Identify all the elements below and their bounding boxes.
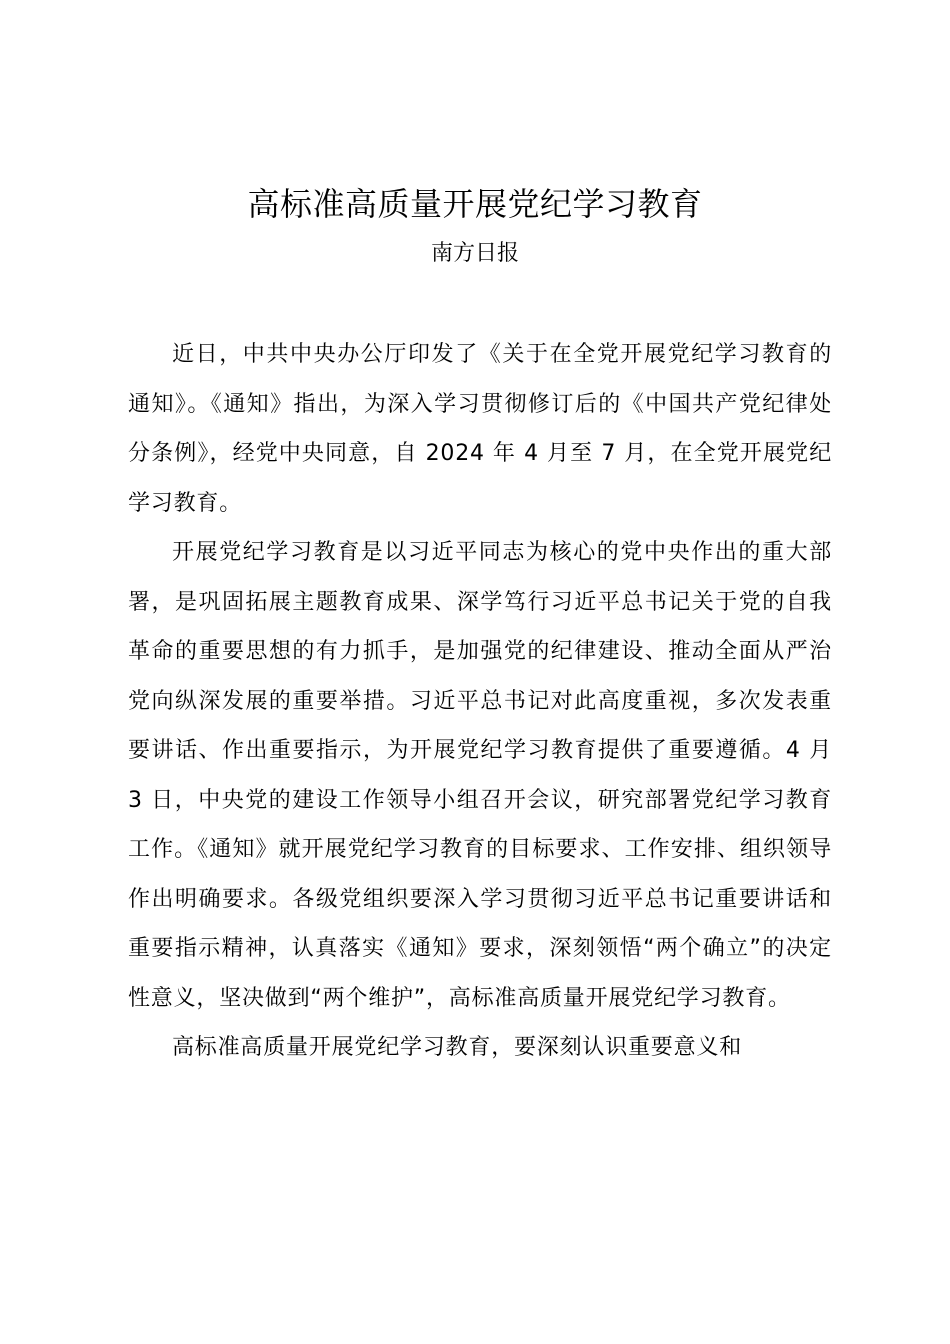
document-source: 南方日报	[430, 241, 519, 266]
document-body	[128, 330, 832, 1073]
paragraph-2: 开展党纪学习教育是以习近平同志为核心的党中央作出的重大部署，是巩固拓展主题教育成果、深学笃行习近平总书记关于党的自我革命的重要思想的有力抓手，是加强党的纪律建设、推动全面从严治党向纵深发展的重要举措。习近平总书记对此高度重视，多次发表重要讲话、作出重要指示，为开展党纪学习教育提供了重要遵循。4 月 3 日，中央党的建设工作领导小组召开会议，研究部署党纪学习教育工作。《通知》就开展党纪学习教育的目标要求、工作安排、组织领导作出明确要求。各级党组织要深入学习贯彻习近平总书记重要讲话和重要指示精神，认真落实《通知》要求，深刻领悟“两个确立”的决定性意义，坚决做到“两个维护”，高标准高质量开展党纪学习教育。	[128, 540, 832, 1011]
document-title: 高标准高质量开展党纪学习教育	[247, 185, 703, 223]
paragraph-3: 高标准高质量开展党纪学习教育，要深刻认识重要意义和	[172, 1035, 743, 1060]
paragraph-1: 近日，中共中央办公厅印发了《关于在全党开展党纪学习教育的通知》。《通知》指出，为深入学习贯彻修订后的《中国共产党纪律处分条例》，经党中央同意，自 2024 年 4 月至 7 月，在全党开展党纪学习教育。	[128, 342, 832, 516]
